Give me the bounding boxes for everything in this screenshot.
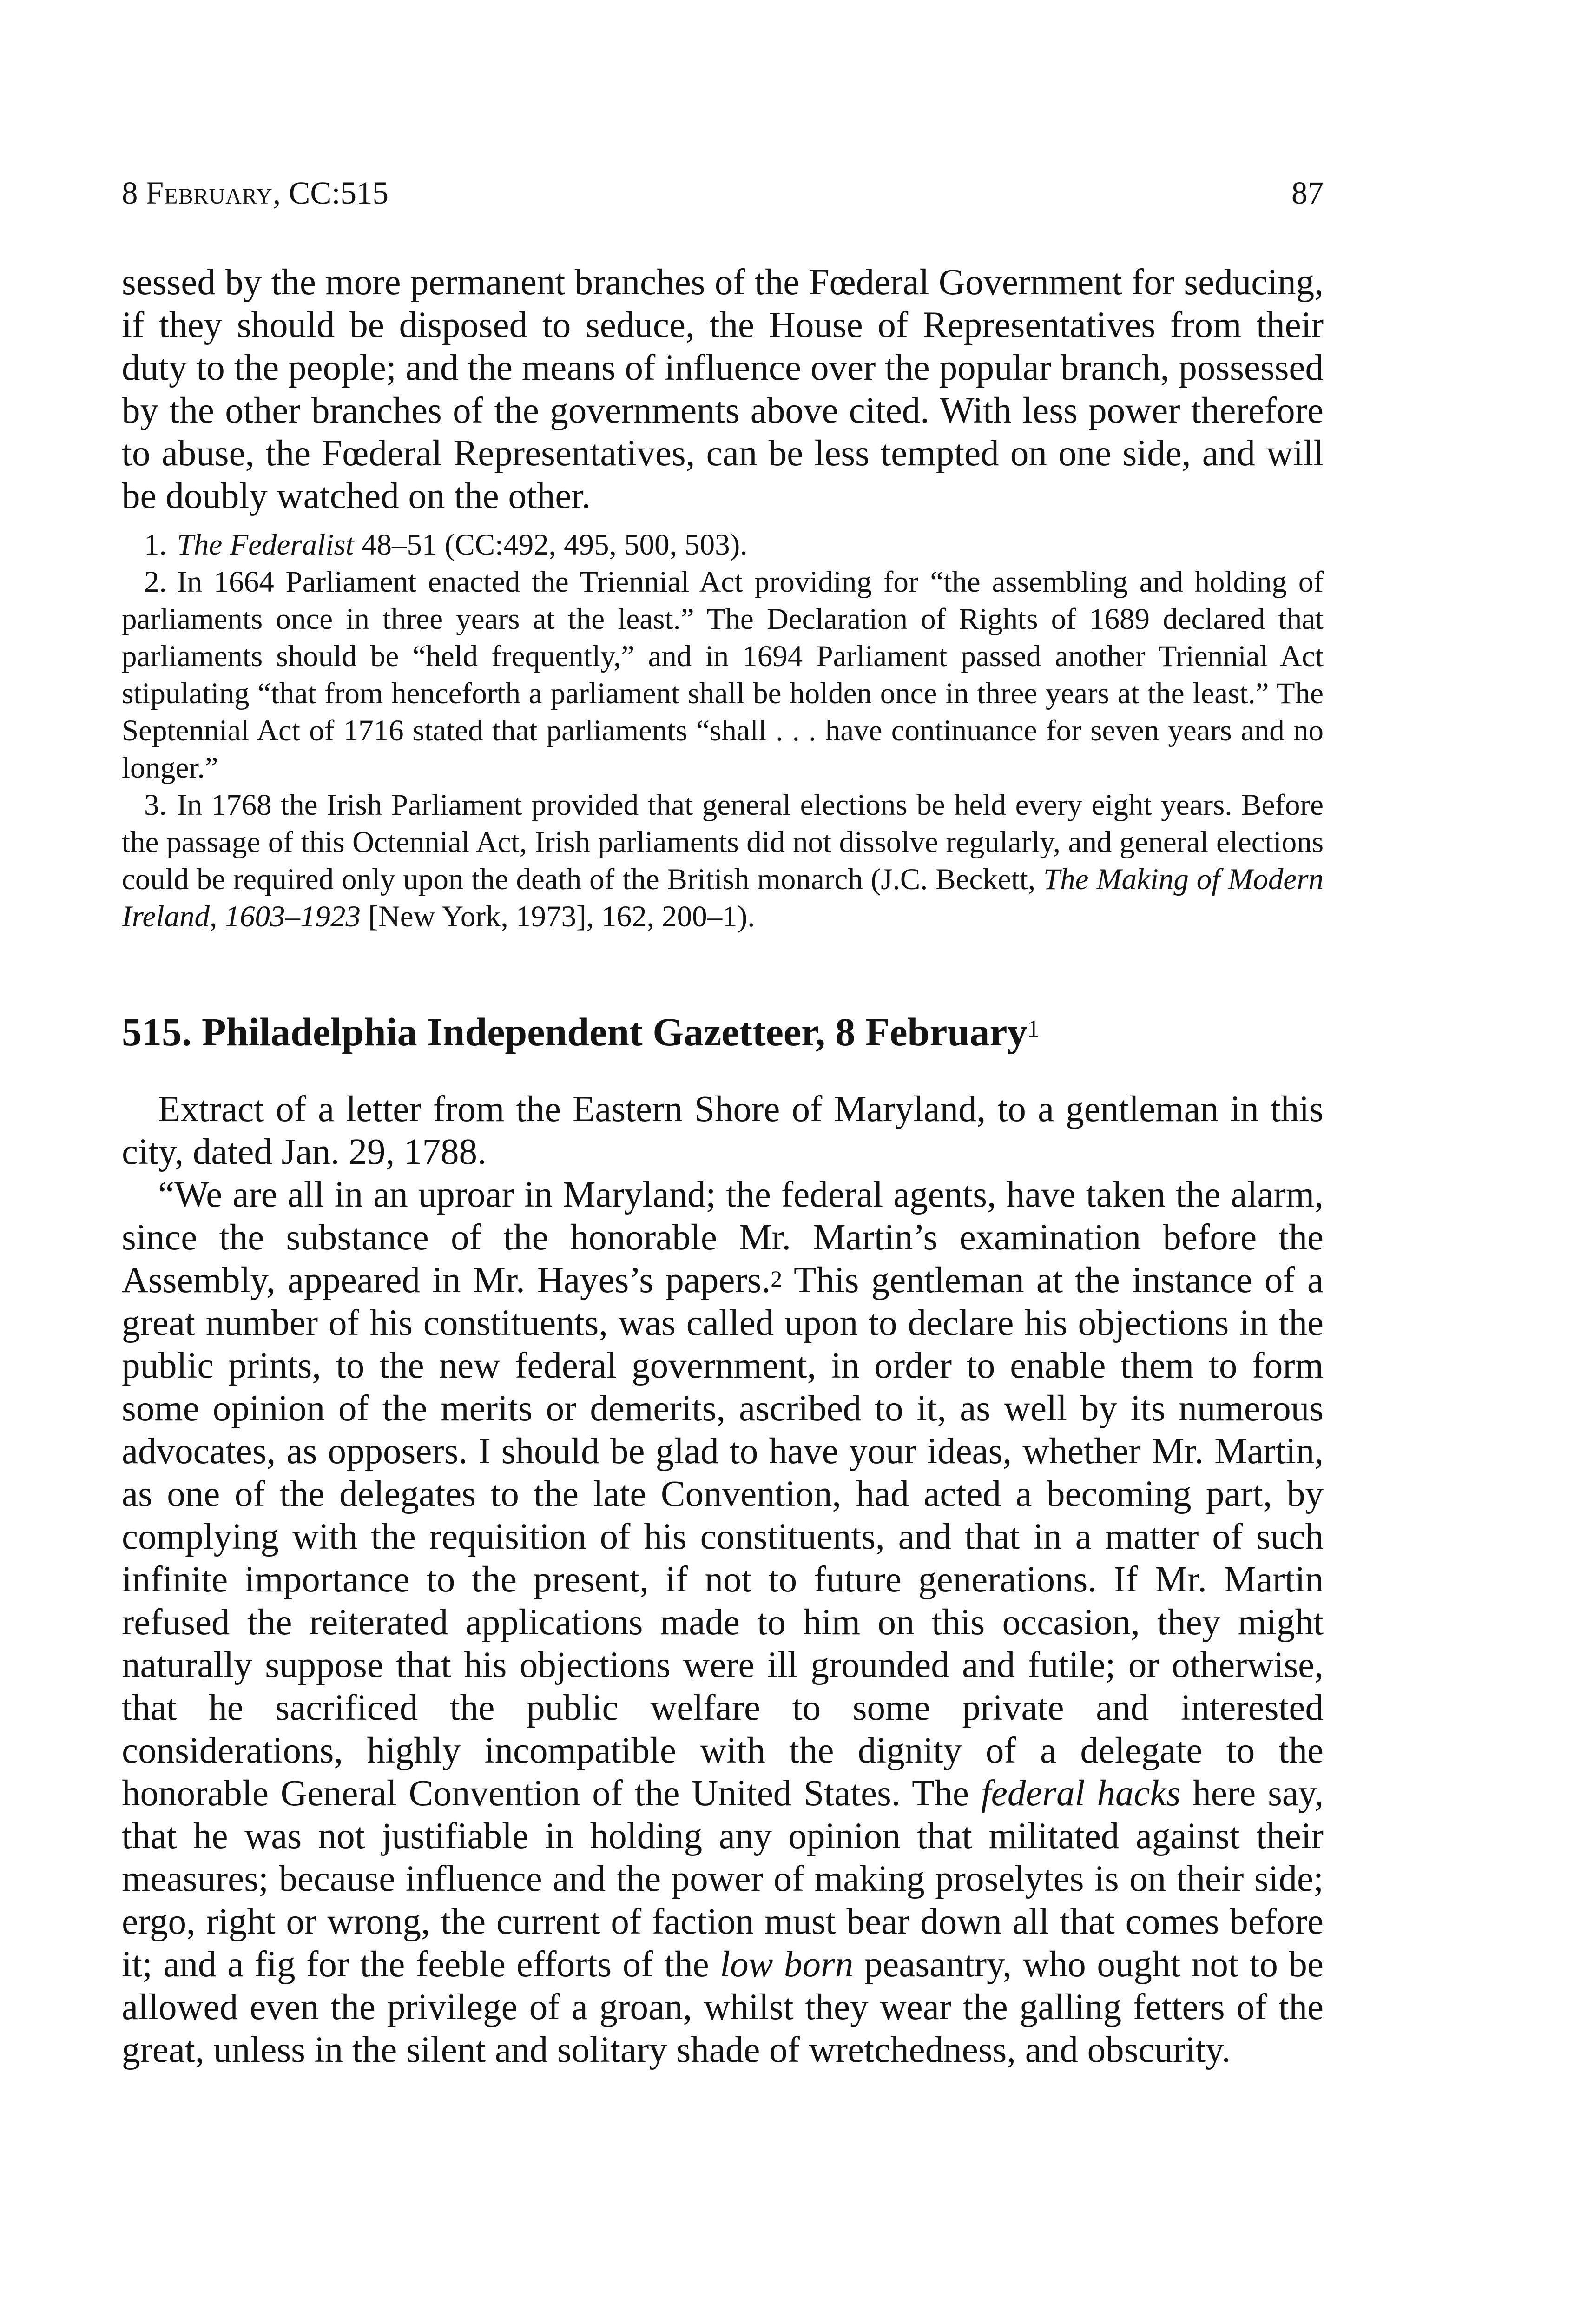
letter-text: [122, 1088, 1324, 2072]
letter-body: [122, 1174, 1324, 2072]
letter-intro: Extract of a letter from the Eastern Shore of Maryland, to a gentleman in this city, dated Jan. 29, 1788.: [122, 1089, 1324, 1173]
running-head-left: [122, 167, 389, 218]
running-head-doc-ref: , CC:515: [272, 175, 389, 211]
footnote-text: [New York, 1973], 162, 200–1).: [360, 900, 755, 933]
footnote-text: In 1768 the Irish Parliament provided that general elections be held every eight years. Before the passage of this Octennial Act, Irish parliaments did not dissolve regularly, and general elections could be required only upon the death of the British monarch (J.C. Beckett,: [122, 788, 1324, 896]
continuation-text: [122, 261, 1324, 518]
letter-body-text: “We are all in an uproar in Maryland; the federal agents, have taken the alarm, since the substance of the honorable Mr. Martin’s examination before the Assembly, appeared in Mr. Hayes’s papers.: [122, 1175, 1324, 1301]
page-number: 87: [1291, 175, 1324, 211]
footnote-number: 2.: [144, 565, 167, 599]
document-heading-text: 515. Philadelphia Independent Gazetteer, 8 February: [122, 1010, 1028, 1054]
continuation-paragraph: sessed by the more permanent branches of the Fœderal Government for seducing, if they should be disposed to seduce, the House of Representatives from their duty to the people; and the means of influence over the popular branch, possessed by the other branches of the governments above cited. With less power therefore to abuse, the Fœderal Representatives, can be less tempted on one side, and will be doubly watched on the other.: [122, 262, 1324, 516]
footnote-3: [122, 786, 1324, 935]
letter-footnote-ref: 2: [771, 1266, 783, 1292]
document-heading: [122, 1009, 1324, 1055]
footnote-1: [122, 526, 1324, 563]
letter-body-text: here say, that he was not justifiable in holding any opinion that militated against their measures; because influence and the power of making proselytes is on their side; ergo, right or wrong, the current of faction must bear down all that comes before it; and a fig for the feeble efforts of the: [122, 1773, 1324, 1985]
letter-italic-phrase: low born: [720, 1944, 854, 1985]
letter-italic-phrase: federal hacks: [981, 1773, 1181, 1814]
heading-footnote-ref: 1: [1027, 1016, 1040, 1042]
footnote-text: In 1664 Parliament enacted the Triennial Act providing for “the assembling and holding of parliaments once in three years at the least.” The Declaration of Rights of 1689 declared that parliaments should be “held frequently,” and in 1694 Parliament passed another Triennial Act stipulating “that from henceforth a parliament shall be holden once in three years at the least.” The Septennial Act of 1716 stated that parliaments “shall . . . have continuance for seven years and no longer.”: [122, 565, 1324, 785]
footnote-number: 3.: [144, 788, 167, 822]
running-head: [122, 167, 1324, 218]
footnote-italic: The Making of Modern Ireland, 1603–1923: [122, 863, 1324, 933]
running-head-day: 8: [122, 175, 146, 211]
letter-body-text: This gentleman at the instance of a great number of his constituents, was called upon to declare his objections in the public prints, to the new federal government, in order to enable them to form some opinion of the merits or demerits, ascribed to it, as well by its numerous advocates, as opposers. I should be glad to have your ideas, whether Mr. Martin, as one of the delegates to the late Convention, had acted a becoming part, by complying with the requisition of his constituents, and that in a matter of such infinite importance to the present, if not to future generations. If Mr. Martin refused the reiterated applications made to him on this occasion, they might naturally suppose that his objections were ill grounded and futile; or otherwise, that he sacrificed the public welfare to some private and interested considerations, highly incompatible with the dignity of a delegate to the honorable General Convention of the United States. The: [122, 1260, 1324, 1814]
page-content: [122, 167, 1324, 2072]
footnote-number: 1.: [144, 528, 167, 561]
letter-body-text: peasantry, who ought not to be allowed even the privilege of a groan, whilst they wear the galling fetters of the great, unless in the silent and solitary shade of wretchedness, and obscurity.: [122, 1944, 1324, 2071]
footnotes: [122, 526, 1324, 935]
footnote-2: [122, 563, 1324, 786]
footnote-text: 48–51 (CC:492, 495, 500, 503).: [354, 528, 748, 561]
running-head-month: February: [145, 175, 273, 211]
footnote-italic: The Federalist: [177, 528, 354, 561]
